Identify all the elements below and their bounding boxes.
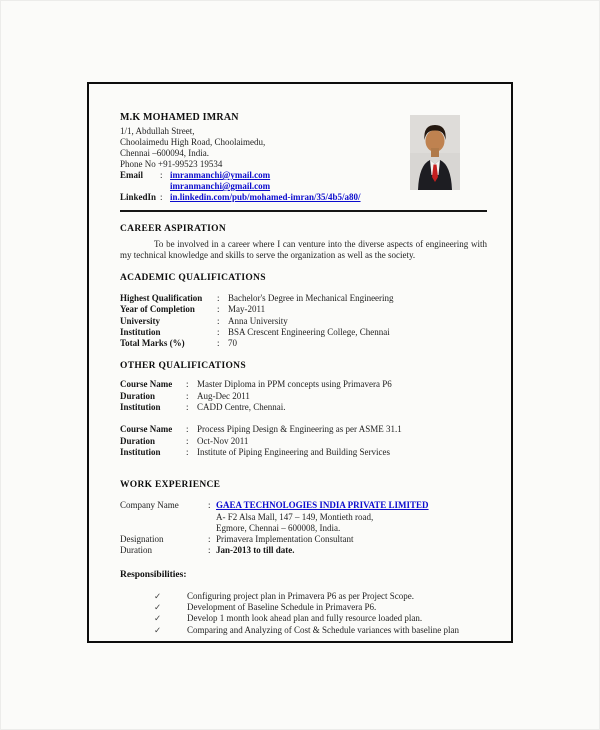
company-address-line-2: Egmore, Chennai – 600008, India. xyxy=(216,522,341,533)
row-colon: : xyxy=(186,424,189,435)
table-row xyxy=(120,391,487,402)
table-row xyxy=(120,424,487,435)
row-colon: : xyxy=(208,545,211,556)
section-title-work-experience: WORK EXPERIENCE xyxy=(120,480,221,491)
linkedin-colon: : xyxy=(160,192,163,202)
duration-row xyxy=(120,545,487,556)
table-row xyxy=(120,316,487,327)
responsibilities-title: Responsibilities: xyxy=(120,569,187,580)
list-item xyxy=(120,602,487,613)
section-title-academic-qualifications: ACADEMIC QUALIFICATIONS xyxy=(120,273,266,283)
row-colon: : xyxy=(186,379,189,390)
row-label: Duration xyxy=(120,390,156,401)
company-name-row xyxy=(120,500,487,511)
row-label: Course Name xyxy=(120,379,173,390)
row-label: Designation xyxy=(120,534,164,545)
candidate-name: M.K MOHAMED IMRAN xyxy=(120,112,239,123)
row-value: Process Piping Design & Engineering as per ASME 31.1 xyxy=(197,424,402,435)
portrait-photo-graphic xyxy=(410,115,460,190)
linkedin-row xyxy=(120,192,487,203)
row-colon: : xyxy=(217,315,220,326)
list-item xyxy=(120,625,487,636)
row-colon: : xyxy=(217,293,220,303)
address-line-1: 1/1, Abdullah Street, xyxy=(120,126,195,136)
responsibility-text: Comparing and Analyzing of Cost & Schedule variances with baseline plan xyxy=(187,624,459,635)
work-experience-table xyxy=(120,500,487,556)
email-link-secondary[interactable]: imranmanchi@gmail.com xyxy=(170,181,271,191)
row-colon: : xyxy=(208,500,211,511)
row-colon: : xyxy=(186,390,189,401)
table-row xyxy=(120,379,487,390)
section-title-career-aspiration: CAREER ASPIRATION xyxy=(120,224,227,234)
responsibility-text: Develop 1 month look ahead plan and fully resource loaded plan. xyxy=(187,613,423,624)
row-value: Bachelor's Degree in Mechanical Engineering xyxy=(228,293,394,303)
checkmark-icon: ✓ xyxy=(154,613,162,624)
row-colon: : xyxy=(217,338,220,349)
career-aspiration-text: To be involved in a career where I can venture into the diverse aspects of engineering with my technical knowledge and skills to serve the organization as well as the society. xyxy=(120,239,487,260)
other-qualification-course-2 xyxy=(120,424,487,458)
row-value: CADD Centre, Chennai. xyxy=(197,402,286,413)
list-item xyxy=(120,613,487,624)
checkmark-icon: ✓ xyxy=(154,590,162,601)
table-row xyxy=(120,327,487,338)
section-title-other-qualifications: OTHER QUALIFICATIONS xyxy=(120,361,246,372)
phone-number: Phone No +91-99523 19534 xyxy=(120,159,223,169)
row-value: Jan-2013 to till date. xyxy=(216,545,295,556)
row-label: Institution xyxy=(120,326,161,337)
row-colon: : xyxy=(186,446,189,457)
company-address-line-1: A- F2 Alsa Mall, 147 – 149, Montieth road, xyxy=(216,511,374,522)
row-value: Oct-Nov 2011 xyxy=(197,435,249,446)
row-label: Duration xyxy=(120,435,156,446)
table-row xyxy=(120,402,487,413)
academic-qualifications-table xyxy=(120,293,487,349)
row-value: Master Diploma in PPM concepts using Primavera P6 xyxy=(197,379,392,390)
row-value: BSA Crescent Engineering College, Chennai xyxy=(228,326,390,337)
table-row xyxy=(120,338,487,349)
row-label: University xyxy=(120,315,160,326)
designation-row xyxy=(120,534,487,545)
row-label: Highest Qualification xyxy=(120,293,203,303)
portrait-photo xyxy=(410,115,460,190)
header-divider xyxy=(120,210,487,212)
responsibility-text: Development of Baseline Schedule in Primavera P6. xyxy=(187,602,377,613)
email-link-primary[interactable]: imranmanchi@ymail.com xyxy=(170,170,271,180)
resume-border-box xyxy=(87,82,513,643)
row-label: Institution xyxy=(120,402,161,413)
checkmark-icon: ✓ xyxy=(154,602,162,613)
other-qualification-course-1 xyxy=(120,379,487,413)
row-label: Company Name xyxy=(120,500,179,511)
row-value: May-2011 xyxy=(228,304,266,315)
responsibilities-list xyxy=(120,591,487,636)
email-label: Email xyxy=(120,170,144,180)
list-item xyxy=(120,591,487,602)
row-label: Institution xyxy=(120,446,161,457)
resume-content xyxy=(89,84,511,636)
row-label: Course Name xyxy=(120,424,173,435)
table-row xyxy=(120,447,487,458)
row-colon: : xyxy=(217,304,220,315)
row-value: Anna University xyxy=(228,315,288,326)
address-line-2: Choolaimedu High Road, Choolaimedu, xyxy=(120,137,266,147)
table-row xyxy=(120,304,487,315)
row-value: 70 xyxy=(228,338,237,349)
row-colon: : xyxy=(208,534,211,545)
row-colon: : xyxy=(217,326,220,337)
row-value: Aug-Dec 2011 xyxy=(197,390,250,401)
row-label: Year of Completion xyxy=(120,304,195,315)
row-label: Total Marks (%) xyxy=(120,338,185,349)
company-link[interactable]: GAEA TECHNOLOGIES INDIA PRIVATE LIMITED xyxy=(216,500,429,511)
email-colon: : xyxy=(160,170,163,180)
responsibility-text: Configuring project plan in Primavera P6 as per Project Scope. xyxy=(187,590,414,601)
table-row xyxy=(120,293,487,304)
linkedin-label: LinkedIn xyxy=(120,192,157,202)
table-row xyxy=(120,436,487,447)
row-label: Duration xyxy=(120,545,152,556)
row-colon: : xyxy=(186,402,189,413)
row-colon: : xyxy=(186,435,189,446)
row-value: Primavera Implementation Consultant xyxy=(216,534,354,545)
linkedin-link[interactable]: in.linkedin.com/pub/mohamed-imran/35/4b5/a80/ xyxy=(170,192,361,202)
checkmark-icon: ✓ xyxy=(154,624,162,635)
row-value: Institute of Piping Engineering and Building Services xyxy=(197,446,390,457)
address-line-3: Chennai –600094, India. xyxy=(120,148,209,158)
